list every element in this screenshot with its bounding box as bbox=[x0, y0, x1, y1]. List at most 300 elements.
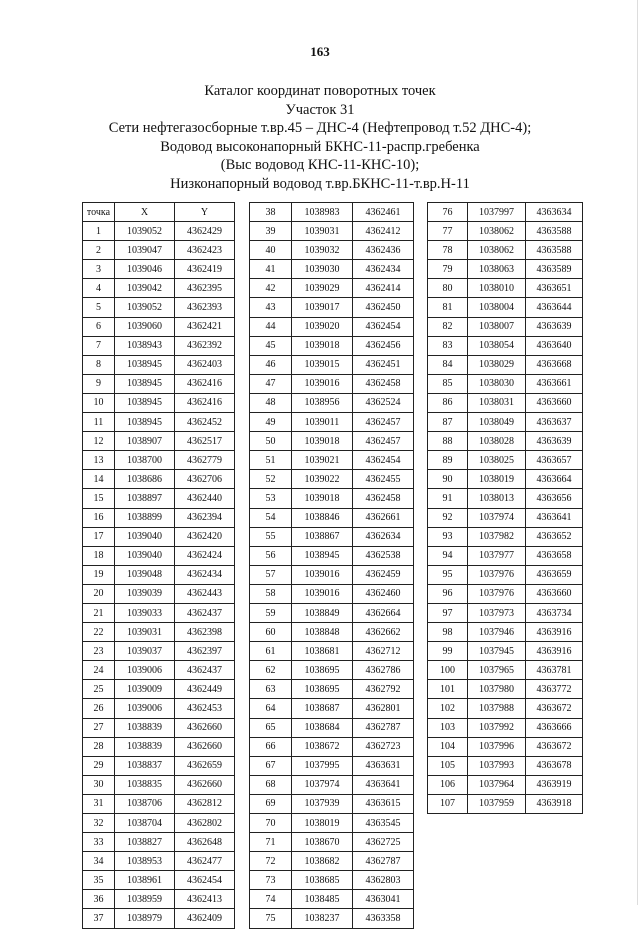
point-cell: 98 bbox=[428, 623, 468, 642]
point-cell: 55 bbox=[250, 527, 292, 546]
point-cell: 52 bbox=[250, 470, 292, 489]
x-cell: 1038063 bbox=[468, 260, 526, 279]
y-cell: 4362449 bbox=[175, 680, 235, 699]
point-cell: 32 bbox=[83, 814, 115, 833]
point-cell: 73 bbox=[250, 871, 292, 890]
x-cell: 1037997 bbox=[468, 203, 526, 222]
y-cell: 4362538 bbox=[353, 546, 414, 565]
table-row bbox=[83, 756, 235, 775]
point-cell: 37 bbox=[83, 909, 115, 928]
y-cell: 4363666 bbox=[526, 718, 583, 737]
x-cell: 1038672 bbox=[292, 737, 353, 756]
y-cell: 4362450 bbox=[353, 298, 414, 317]
x-cell: 1038025 bbox=[468, 451, 526, 470]
x-cell: 1038019 bbox=[468, 470, 526, 489]
x-cell: 1039020 bbox=[292, 317, 353, 336]
y-cell: 4363637 bbox=[526, 413, 583, 432]
point-cell: 99 bbox=[428, 642, 468, 661]
x-cell: 1037965 bbox=[468, 661, 526, 680]
table-row bbox=[428, 565, 583, 584]
y-cell: 4362779 bbox=[175, 451, 235, 470]
point-cell: 9 bbox=[83, 374, 115, 393]
x-cell: 1038945 bbox=[115, 374, 175, 393]
table-row bbox=[428, 508, 583, 527]
table-row bbox=[83, 833, 235, 852]
point-cell: 75 bbox=[250, 909, 292, 928]
point-cell: 97 bbox=[428, 603, 468, 622]
header-y: Y bbox=[175, 203, 235, 222]
y-cell: 4362429 bbox=[175, 222, 235, 241]
y-cell: 4362437 bbox=[175, 603, 235, 622]
y-cell: 4362452 bbox=[175, 413, 235, 432]
point-cell: 72 bbox=[250, 852, 292, 871]
x-cell: 1038681 bbox=[292, 642, 353, 661]
point-cell: 8 bbox=[83, 355, 115, 374]
y-cell: 4362517 bbox=[175, 432, 235, 451]
y-cell: 4363588 bbox=[526, 222, 583, 241]
y-cell: 4362524 bbox=[353, 393, 414, 412]
coordinates-table-2 bbox=[249, 202, 414, 929]
y-cell: 4362413 bbox=[175, 890, 235, 909]
x-cell: 1038031 bbox=[468, 393, 526, 412]
point-cell: 83 bbox=[428, 336, 468, 355]
table-row bbox=[428, 603, 583, 622]
y-cell: 4362634 bbox=[353, 527, 414, 546]
table-body bbox=[428, 203, 583, 814]
table-row bbox=[250, 336, 414, 355]
point-cell: 18 bbox=[83, 546, 115, 565]
point-cell: 65 bbox=[250, 718, 292, 737]
x-cell: 1038839 bbox=[115, 718, 175, 737]
point-cell: 7 bbox=[83, 336, 115, 355]
y-cell: 4363678 bbox=[526, 756, 583, 775]
x-cell: 1038846 bbox=[292, 508, 353, 527]
x-cell: 1039018 bbox=[292, 336, 353, 355]
point-cell: 85 bbox=[428, 374, 468, 393]
x-cell: 1038945 bbox=[115, 413, 175, 432]
x-cell: 1039039 bbox=[115, 584, 175, 603]
table-row bbox=[83, 470, 235, 489]
x-cell: 1038054 bbox=[468, 336, 526, 355]
point-cell: 14 bbox=[83, 470, 115, 489]
x-cell: 1037995 bbox=[292, 756, 353, 775]
point-cell: 1 bbox=[83, 222, 115, 241]
table-row bbox=[250, 413, 414, 432]
y-cell: 4362786 bbox=[353, 661, 414, 680]
y-cell: 4363781 bbox=[526, 661, 583, 680]
table-row bbox=[83, 737, 235, 756]
y-cell: 4363672 bbox=[526, 699, 583, 718]
table-row bbox=[250, 355, 414, 374]
point-cell: 33 bbox=[83, 833, 115, 852]
x-cell: 1038983 bbox=[292, 203, 353, 222]
table-row bbox=[428, 413, 583, 432]
table-row bbox=[428, 355, 583, 374]
point-cell: 40 bbox=[250, 241, 292, 260]
x-cell: 1038010 bbox=[468, 279, 526, 298]
x-cell: 1037982 bbox=[468, 527, 526, 546]
y-cell: 4362419 bbox=[175, 260, 235, 279]
table-row bbox=[250, 814, 414, 833]
point-cell: 21 bbox=[83, 603, 115, 622]
table-row bbox=[250, 393, 414, 412]
catalog-title bbox=[40, 82, 600, 193]
x-cell: 1037977 bbox=[468, 546, 526, 565]
table-row bbox=[250, 794, 414, 813]
x-cell: 1039006 bbox=[115, 661, 175, 680]
y-cell: 4362712 bbox=[353, 642, 414, 661]
y-cell: 4362394 bbox=[175, 508, 235, 527]
x-cell: 1038827 bbox=[115, 833, 175, 852]
point-cell: 39 bbox=[250, 222, 292, 241]
y-cell: 4363734 bbox=[526, 603, 583, 622]
table-row bbox=[428, 737, 583, 756]
y-cell: 4363916 bbox=[526, 623, 583, 642]
point-cell: 11 bbox=[83, 413, 115, 432]
point-cell: 96 bbox=[428, 584, 468, 603]
y-cell: 4363639 bbox=[526, 317, 583, 336]
point-cell: 34 bbox=[83, 852, 115, 871]
table-row bbox=[83, 603, 235, 622]
point-cell: 58 bbox=[250, 584, 292, 603]
point-cell: 81 bbox=[428, 298, 468, 317]
x-cell: 1038953 bbox=[115, 852, 175, 871]
table-row bbox=[428, 527, 583, 546]
title-line-1: Каталог координат поворотных точек bbox=[204, 83, 436, 99]
table-row bbox=[83, 871, 235, 890]
x-cell: 1039015 bbox=[292, 355, 353, 374]
y-cell: 4362393 bbox=[175, 298, 235, 317]
table-row bbox=[428, 699, 583, 718]
table-row bbox=[428, 222, 583, 241]
y-cell: 4362457 bbox=[353, 413, 414, 432]
x-cell: 1039021 bbox=[292, 451, 353, 470]
x-cell: 1039052 bbox=[115, 222, 175, 241]
x-cell: 1038695 bbox=[292, 661, 353, 680]
x-cell: 1039029 bbox=[292, 279, 353, 298]
table-row bbox=[83, 241, 235, 260]
x-cell: 1038686 bbox=[115, 470, 175, 489]
table-row bbox=[250, 260, 414, 279]
y-cell: 4362440 bbox=[175, 489, 235, 508]
point-cell: 4 bbox=[83, 279, 115, 298]
point-cell: 105 bbox=[428, 756, 468, 775]
table-row bbox=[250, 661, 414, 680]
coordinates-table-3 bbox=[427, 202, 583, 814]
y-cell: 4362414 bbox=[353, 279, 414, 298]
table-row bbox=[428, 642, 583, 661]
point-cell: 5 bbox=[83, 298, 115, 317]
table-row bbox=[83, 775, 235, 794]
x-cell: 1039037 bbox=[115, 642, 175, 661]
point-cell: 101 bbox=[428, 680, 468, 699]
y-cell: 4362458 bbox=[353, 489, 414, 508]
y-cell: 4362398 bbox=[175, 623, 235, 642]
table-row bbox=[83, 298, 235, 317]
point-cell: 69 bbox=[250, 794, 292, 813]
table-row bbox=[83, 355, 235, 374]
point-cell: 64 bbox=[250, 699, 292, 718]
x-cell: 1038700 bbox=[115, 451, 175, 470]
point-cell: 26 bbox=[83, 699, 115, 718]
title-line-6: Низконапорный водовод т.вр.БКНС-11-т.вр.Н-11 bbox=[170, 175, 470, 192]
table-row bbox=[428, 680, 583, 699]
point-cell: 48 bbox=[250, 393, 292, 412]
y-cell: 4362725 bbox=[353, 833, 414, 852]
point-cell: 70 bbox=[250, 814, 292, 833]
table-row bbox=[428, 489, 583, 508]
x-cell: 1038943 bbox=[115, 336, 175, 355]
y-cell: 4363918 bbox=[526, 794, 583, 813]
y-cell: 4362421 bbox=[175, 317, 235, 336]
x-cell: 1038945 bbox=[292, 546, 353, 565]
y-cell: 4362434 bbox=[353, 260, 414, 279]
x-cell: 1038682 bbox=[292, 852, 353, 871]
x-cell: 1038706 bbox=[115, 794, 175, 813]
point-cell: 13 bbox=[83, 451, 115, 470]
point-cell: 59 bbox=[250, 603, 292, 622]
table-row bbox=[83, 909, 235, 928]
x-cell: 1038685 bbox=[292, 871, 353, 890]
point-cell: 76 bbox=[428, 203, 468, 222]
table-row bbox=[83, 374, 235, 393]
table-row bbox=[250, 317, 414, 336]
point-cell: 100 bbox=[428, 661, 468, 680]
title-line-5: (Выс водовод КНС-11-КНС-10); bbox=[220, 157, 420, 173]
y-cell: 4362454 bbox=[175, 871, 235, 890]
x-cell: 1038899 bbox=[115, 508, 175, 527]
table-row bbox=[428, 661, 583, 680]
x-cell: 1039046 bbox=[115, 260, 175, 279]
table-row bbox=[83, 317, 235, 336]
y-cell: 4362660 bbox=[175, 775, 235, 794]
point-cell: 66 bbox=[250, 737, 292, 756]
table-row bbox=[83, 260, 235, 279]
y-cell: 4362392 bbox=[175, 336, 235, 355]
point-cell: 36 bbox=[83, 890, 115, 909]
point-cell: 6 bbox=[83, 317, 115, 336]
x-cell: 1038945 bbox=[115, 393, 175, 412]
y-cell: 4362454 bbox=[353, 317, 414, 336]
table-row bbox=[250, 222, 414, 241]
table-row bbox=[250, 890, 414, 909]
point-cell: 44 bbox=[250, 317, 292, 336]
table-row bbox=[250, 642, 414, 661]
scan-edge-line bbox=[637, 0, 638, 905]
point-cell: 30 bbox=[83, 775, 115, 794]
y-cell: 4362801 bbox=[353, 699, 414, 718]
x-cell: 1038867 bbox=[292, 527, 353, 546]
point-cell: 31 bbox=[83, 794, 115, 813]
point-cell: 80 bbox=[428, 279, 468, 298]
table-row bbox=[428, 718, 583, 737]
table-row bbox=[83, 565, 235, 584]
y-cell: 4363660 bbox=[526, 584, 583, 603]
y-cell: 4362397 bbox=[175, 642, 235, 661]
x-cell: 1039033 bbox=[115, 603, 175, 622]
table-row bbox=[83, 527, 235, 546]
x-cell: 1038062 bbox=[468, 241, 526, 260]
y-cell: 4362723 bbox=[353, 737, 414, 756]
table-row bbox=[250, 584, 414, 603]
y-cell: 4362803 bbox=[353, 871, 414, 890]
x-cell: 1039016 bbox=[292, 565, 353, 584]
point-cell: 41 bbox=[250, 260, 292, 279]
x-cell: 1037946 bbox=[468, 623, 526, 642]
table-row bbox=[428, 584, 583, 603]
x-cell: 1038049 bbox=[468, 413, 526, 432]
point-cell: 42 bbox=[250, 279, 292, 298]
table-row bbox=[428, 241, 583, 260]
table-row bbox=[250, 565, 414, 584]
table-row bbox=[428, 336, 583, 355]
y-cell: 4362456 bbox=[353, 336, 414, 355]
y-cell: 4363640 bbox=[526, 336, 583, 355]
x-cell: 1038835 bbox=[115, 775, 175, 794]
y-cell: 4362792 bbox=[353, 680, 414, 699]
y-cell: 4363672 bbox=[526, 737, 583, 756]
x-cell: 1037996 bbox=[468, 737, 526, 756]
table-row bbox=[250, 833, 414, 852]
x-cell: 1038704 bbox=[115, 814, 175, 833]
table-row bbox=[428, 775, 583, 794]
y-cell: 4363772 bbox=[526, 680, 583, 699]
y-cell: 4362458 bbox=[353, 374, 414, 393]
y-cell: 4362451 bbox=[353, 355, 414, 374]
y-cell: 4363644 bbox=[526, 298, 583, 317]
y-cell: 4362454 bbox=[353, 451, 414, 470]
y-cell: 4362706 bbox=[175, 470, 235, 489]
table-row bbox=[250, 718, 414, 737]
point-cell: 94 bbox=[428, 546, 468, 565]
x-cell: 1038695 bbox=[292, 680, 353, 699]
y-cell: 4362812 bbox=[175, 794, 235, 813]
point-cell: 2 bbox=[83, 241, 115, 260]
y-cell: 4363916 bbox=[526, 642, 583, 661]
point-cell: 35 bbox=[83, 871, 115, 890]
table-row bbox=[250, 603, 414, 622]
point-cell: 53 bbox=[250, 489, 292, 508]
y-cell: 4363641 bbox=[353, 775, 414, 794]
x-cell: 1039022 bbox=[292, 470, 353, 489]
point-cell: 74 bbox=[250, 890, 292, 909]
table-row bbox=[250, 623, 414, 642]
point-cell: 84 bbox=[428, 355, 468, 374]
point-cell: 12 bbox=[83, 432, 115, 451]
y-cell: 4362648 bbox=[175, 833, 235, 852]
table-row bbox=[250, 489, 414, 508]
y-cell: 4363588 bbox=[526, 241, 583, 260]
x-cell: 1037980 bbox=[468, 680, 526, 699]
x-cell: 1038945 bbox=[115, 355, 175, 374]
x-cell: 1039040 bbox=[115, 527, 175, 546]
y-cell: 4362661 bbox=[353, 508, 414, 527]
table-row bbox=[83, 584, 235, 603]
point-cell: 60 bbox=[250, 623, 292, 642]
table-row bbox=[428, 298, 583, 317]
table-row bbox=[83, 794, 235, 813]
point-cell: 23 bbox=[83, 642, 115, 661]
table-row bbox=[250, 756, 414, 775]
point-cell: 79 bbox=[428, 260, 468, 279]
y-cell: 4362461 bbox=[353, 203, 414, 222]
y-cell: 4362660 bbox=[175, 718, 235, 737]
y-cell: 4362424 bbox=[175, 546, 235, 565]
table-row bbox=[250, 909, 414, 928]
x-cell: 1039031 bbox=[292, 222, 353, 241]
point-cell: 25 bbox=[83, 680, 115, 699]
table-row bbox=[428, 546, 583, 565]
x-cell: 1039031 bbox=[115, 623, 175, 642]
table-row bbox=[83, 489, 235, 508]
x-cell: 1038019 bbox=[292, 814, 353, 833]
table-row bbox=[83, 699, 235, 718]
x-cell: 1038013 bbox=[468, 489, 526, 508]
table-row bbox=[428, 393, 583, 412]
y-cell: 4362787 bbox=[353, 718, 414, 737]
point-cell: 3 bbox=[83, 260, 115, 279]
table-row bbox=[428, 623, 583, 642]
y-cell: 4362660 bbox=[175, 737, 235, 756]
table-row bbox=[250, 852, 414, 871]
x-cell: 1039018 bbox=[292, 489, 353, 508]
point-cell: 47 bbox=[250, 374, 292, 393]
y-cell: 4363631 bbox=[353, 756, 414, 775]
y-cell: 4363656 bbox=[526, 489, 583, 508]
y-cell: 4362436 bbox=[353, 241, 414, 260]
y-cell: 4363661 bbox=[526, 374, 583, 393]
y-cell: 4362420 bbox=[175, 527, 235, 546]
point-cell: 20 bbox=[83, 584, 115, 603]
table-row bbox=[250, 527, 414, 546]
y-cell: 4363657 bbox=[526, 451, 583, 470]
table-row bbox=[83, 508, 235, 527]
point-cell: 63 bbox=[250, 680, 292, 699]
x-cell: 1038959 bbox=[115, 890, 175, 909]
x-cell: 1038907 bbox=[115, 432, 175, 451]
table-row bbox=[250, 203, 414, 222]
point-cell: 90 bbox=[428, 470, 468, 489]
point-cell: 103 bbox=[428, 718, 468, 737]
x-cell: 1038837 bbox=[115, 756, 175, 775]
y-cell: 4362416 bbox=[175, 374, 235, 393]
x-cell: 1038839 bbox=[115, 737, 175, 756]
y-cell: 4363639 bbox=[526, 432, 583, 451]
point-cell: 88 bbox=[428, 432, 468, 451]
point-cell: 104 bbox=[428, 737, 468, 756]
x-cell: 1037974 bbox=[292, 775, 353, 794]
table-row bbox=[428, 374, 583, 393]
point-cell: 50 bbox=[250, 432, 292, 451]
y-cell: 4363658 bbox=[526, 546, 583, 565]
point-cell: 91 bbox=[428, 489, 468, 508]
table-row bbox=[83, 680, 235, 699]
table-row bbox=[83, 642, 235, 661]
table-row bbox=[83, 451, 235, 470]
table-row bbox=[428, 451, 583, 470]
table-row bbox=[250, 508, 414, 527]
point-cell: 78 bbox=[428, 241, 468, 260]
table-row bbox=[83, 852, 235, 871]
x-cell: 1039047 bbox=[115, 241, 175, 260]
table-row bbox=[428, 260, 583, 279]
x-cell: 1039048 bbox=[115, 565, 175, 584]
point-cell: 89 bbox=[428, 451, 468, 470]
table-row bbox=[250, 279, 414, 298]
y-cell: 4363660 bbox=[526, 393, 583, 412]
x-cell: 1038956 bbox=[292, 393, 353, 412]
y-cell: 4363615 bbox=[353, 794, 414, 813]
